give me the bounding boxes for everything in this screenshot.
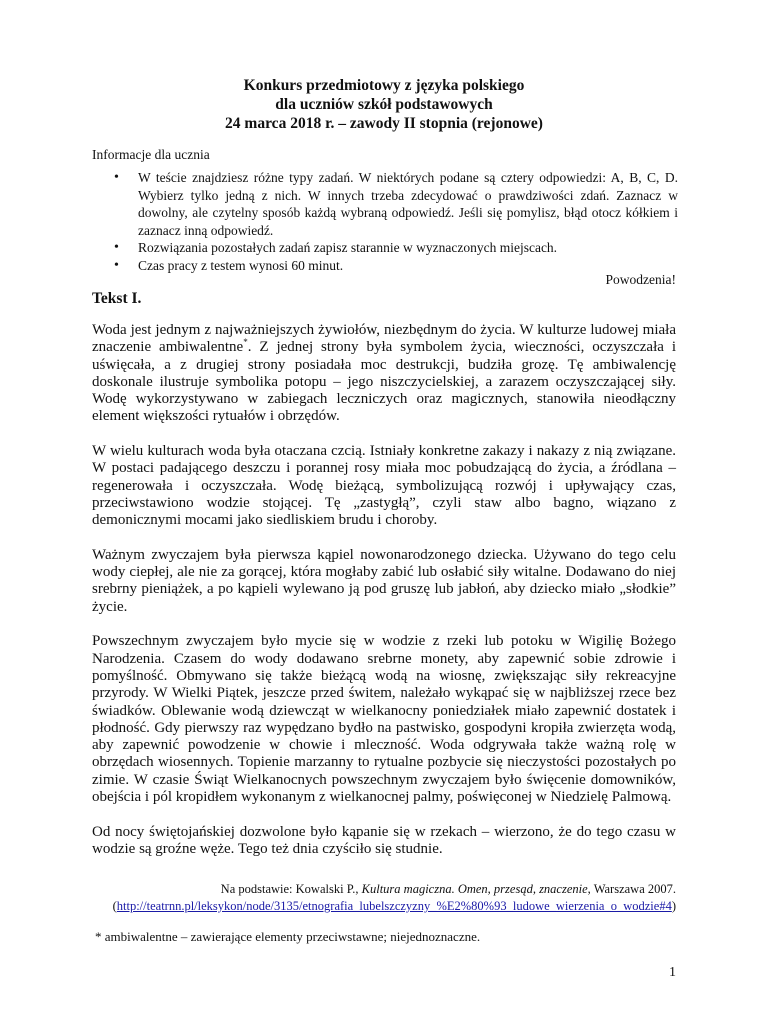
paragraph: Od nocy świętojańskiej dozwolone było kąpanie się w rzekach – wierzono, że do tego czasu w wodzie są groźne węże. Tego też dnia czyściło się studnie. (92, 823, 676, 857)
text-body (92, 322, 676, 876)
paragraph: Ważnym zwyczajem była pierwsza kąpiel nowonarodzonego dziecka. Używano do tego celu wody ciepłej, ale nie za gorącej, która mogłaby zabić lub osłabić siły witalne. Dodawano do niej srebrny pieniążek, a po kąpieli wylewano ją pod gruszę lub jabłoń, aby dziecko miało „słodkie” życie. (92, 546, 676, 615)
info-bullet: • W teście znajdziesz różne typy zadań. W niektórych podane są cztery odpowiedzi: A, B, C, D. Wybierz tylko jedną z nich. W innych trzeba zdecydować o prawdziwości zdań. Zaznacz w dowolny, ale czytelny sposób każdą wybraną odpowiedź. Jeśli się pomylisz, błąd otocz kółkiem i zaznacz inną odpowiedź. (110, 169, 678, 239)
source-reference (76, 881, 676, 898)
document-header (0, 76, 768, 133)
student-info-list (110, 169, 678, 274)
source-link[interactable]: http://teatrnn.pl/leksykon/node/3135/etnografia_lubelszczyzny_%E2%80%93_ludowe_wierzenia_o_wodzie#4 (116, 899, 672, 913)
paragraph-part: . Z jednej strony była symbolem życia, wieczności, oczyszczała i uświęcała, a z drugiej strony posiadała moc destrukcji, budziła grozę. Tę ambiwalencję doskonale ilustruje symbolika potopu – jego niszczycielskiej, a zarazem oczyszczającej siły. Wodę wykorzystywano w zabiegach leczniczych oraz magicznych, stanowiła nieodłączny element większości rytuałów i obrzędów. (92, 339, 676, 425)
source-citation (76, 881, 676, 915)
paren-open: ( (112, 899, 117, 913)
student-info-label: Informacje dla ucznia (92, 147, 210, 162)
paren-close: ) (671, 899, 676, 913)
paragraph: W wielu kulturach woda była otaczana czcią. Istniały konkretne zakazy i nakazy z nią związane. W postaci padającego deszczu i porannej rosy miała moc pobudzającą do życia, a źródlana – regenerowała i oczyszczała. Wodę bieżącą, symbolizującą rozwój i upływający czas, przeciwstawiono wodzie stojącej. Tę „zastygłą”, czyli staw albo bagno, wiązano z demonicznymi mocami jako siedliskiem brudu i choroby. (92, 443, 676, 529)
header-title: Konkurs przedmiotowy z języka polskiego (243, 77, 525, 94)
header-subtitle: dla uczniów szkół podstawowych (275, 96, 493, 113)
source-prefix: Na podstawie: Kowalski P., (220, 882, 362, 896)
source-url-line (76, 898, 676, 915)
page-number: 1 (669, 965, 676, 980)
footnote-marker: * (243, 337, 248, 348)
source-book-title: Kultura magiczna. Omen, przesąd, znaczenie (361, 882, 588, 896)
good-luck-note: Powodzenia! (605, 272, 676, 287)
text-title: Tekst I. (92, 290, 142, 307)
footnote: * ambiwalentne – zawierające elementy przeciwstawne; niejednoznaczne. (95, 929, 481, 944)
header-date: 24 marca 2018 r. – zawody II stopnia (rejonowe) (225, 115, 543, 132)
info-bullet: • Czas pracy z testem wynosi 60 minut. (110, 257, 678, 275)
paragraph: Powszechnym zwyczajem było mycie się w wodzie z rzeki lub potoku w Wigilię Bożego Narodzenia. Czasem do wody dodawano srebrne monety, aby zapewnić sobie zdrowie i pomyślność. Obmywano się także bieżącą wodą na wiosnę, zwiększając siły rekreacyjne przyrody. W Wielki Piątek, jeszcze przed świtem, należało wykąpać się w najbliższej rzece bez świadków. Oblewanie wodą dziewcząt w wielkanocny poniedziałek miało zapewnić dostatek i płodność. Gdy pierwszy raz wypędzano bydło na pastwisko, gospodyni kropiła zwierzęta wodą, aby zapewnić powodzenie w chowie i mleczność. Woda odgrywała także ważną rolę w obrzędach wiosennych. Topienie marzanny to rytualne pozbycie się nieczystości pozostałych po zimie. W czasie Świąt Wielkanocnych powszechnym zwyczajem było święcenie domowników, obejścia i pól kropidłem wykonanym z wielkanocnej palmy, poświęconej w Niedzielę Palmową. (92, 633, 676, 806)
paragraph (92, 322, 676, 426)
source-suffix: , Warszawa 2007. (587, 882, 676, 896)
paragraph-part: Woda jest jednym z najważniejszych żywiołów, niezbędnym do życia. W kulturze ludowej miała znaczenie ambiwalentne (92, 322, 676, 356)
info-bullet: • Rozwiązania pozostałych zadań zapisz starannie w wyznaczonych miejscach. (110, 239, 678, 257)
